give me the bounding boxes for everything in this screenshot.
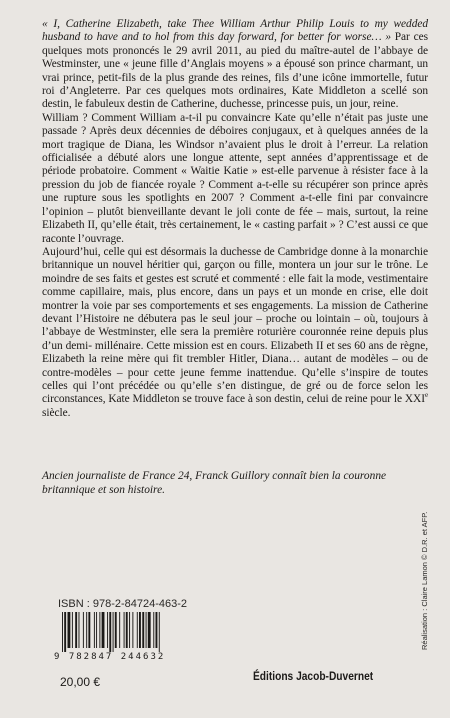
barcode-bar xyxy=(126,612,128,648)
barcode-bar xyxy=(113,612,114,652)
barcode-bar xyxy=(83,612,84,648)
barcode-bar xyxy=(124,612,125,648)
barcode-bar xyxy=(109,612,111,652)
barcode-bar xyxy=(148,612,151,648)
blurb-paragraph-1 xyxy=(42,18,428,112)
barcode-bar xyxy=(72,612,73,648)
barcode-bar xyxy=(86,612,87,648)
barcode-bar xyxy=(146,612,147,648)
barcode-bar xyxy=(153,612,154,648)
barcode-bar xyxy=(107,612,108,648)
barcode-bar xyxy=(88,612,90,648)
wedding-vow-quote: « I, Catherine Elizabeth, take Thee William Arthur Philip Louis to my wedded husband to have and to hol from this day forward, for better for worse… » xyxy=(42,18,428,44)
barcode-bar xyxy=(62,612,63,652)
barcode-bar xyxy=(129,612,130,648)
blurb-paragraph-3-end: siècle. xyxy=(42,406,71,419)
barcode-bar xyxy=(115,612,117,648)
barcode-bar xyxy=(102,612,105,648)
barcode-bar xyxy=(156,612,158,648)
price: 20,00 € xyxy=(60,675,101,689)
barcode-number: 9 782847 244632 xyxy=(54,652,166,662)
blurb-text xyxy=(42,18,428,420)
photo-credit: Réalisation : Claire Lamon © D.R. et AFP. xyxy=(420,511,429,650)
barcode-bars xyxy=(60,612,200,652)
barcode-bar xyxy=(94,612,95,648)
barcode-bar xyxy=(68,612,71,648)
blurb-paragraph-1-rest: Par ces quelques mots prononcés le 29 avril 2011, au pied du maître-autel de l’abbaye de Westminster, une « jeune fille d’Anglais moyens » a épousé son prince charmant, un vrai prince, petit-fils de la plus grande des reines, fils d’une icône immortelle, futur roi d’Angleterre. Par ces quelques mots ordinaires, Kate Middleton a scellé son destin, le fabuleux destin de Catherine, duchesse, princesse puis, un jour, reine. xyxy=(42,31,428,111)
blurb-paragraph-3 xyxy=(42,246,428,420)
century-superscript: e xyxy=(424,391,428,400)
blurb-paragraph-2: William ? Comment William a-t-il pu convaincre Kate qu’elle n’était pas juste une passade ? Après deux décennies de déboires conjugaux, et à quelques années de la mort tragique de Diana, les Windsor n’avaient plus le droit à l’erreur. La relation officialisée a débuté alors une longue attente, sept années d’apprentissage et de période probatoire. Comment « Waitie Katie » est-elle parvenue à résister face à la pression du job de fiancée royale ? Comment a-t-elle su récupérer son prince après une rupture sous les spotlights en 2007 ? Comment a-t-elle fini par convaincre l’opinion – plutôt bienveillante devant le joli conte de fée – mais, surtout, la reine Elizabeth II, qu’elle était, très certainement, le « casting parfait » ? C’est aussi ce que raconte l’ouvrage. xyxy=(42,111,428,245)
isbn-label: ISBN : 978-2-84724-463-2 xyxy=(58,598,188,610)
barcode-bar xyxy=(159,612,160,652)
barcode-bar xyxy=(139,612,141,648)
barcode-bar xyxy=(119,612,120,648)
barcode-bar xyxy=(79,612,80,648)
barcode-bar xyxy=(137,612,138,648)
barcode-bar xyxy=(142,612,144,648)
barcode-bar xyxy=(132,612,133,648)
barcode-bar xyxy=(96,612,97,648)
barcode-bar xyxy=(99,612,100,648)
barcode-bar xyxy=(64,612,66,652)
blurb-paragraph-3-main: Aujourd’hui, celle qui est désormais la duchesse de Cambridge donne à la monarchie britannique un nouvel héritier qui, garçon ou fille, montera un jour sur le trône. Le moindre de ses faits et gestes est scruté et commenté : elle fait la mode, vestimentaire comme capillaire, mais, plus encore, dans un pays et un monde en crise, elle doit montrer la voie par ses comportements et ses engagements. La mission de Catherine devant l’Histoire ne débutera pas le seul jour – proche ou lointain – où, toujours à l’abbaye de Westminster, elle sera la première roturière couronnée reine depuis plus d’un demi- millénaire. Cette mission est en cours. Elizabeth II et ses 60 ans de règne, Elizabeth la reine mère qui fit trembler Hitler, Diana… autant de modèles – ou de contre-modèles – pour cette jeune femme inattendue. Qu’elle s’inspire de toutes celles qui l’ont précédée ou qu’elle s’en distingue, de gré ou de force selon les circonstances, Kate Middleton se trouve face à son destin, celui de reine pour le XXI xyxy=(42,245,428,406)
publisher-name: Éditions Jacob-Duvernet xyxy=(253,669,374,683)
barcode xyxy=(54,612,200,662)
barcode-bar xyxy=(75,612,77,648)
author-note: Ancien journaliste de France 24, Franck Guillory connaît bien la couronne britannique et son histoire. xyxy=(42,470,387,496)
